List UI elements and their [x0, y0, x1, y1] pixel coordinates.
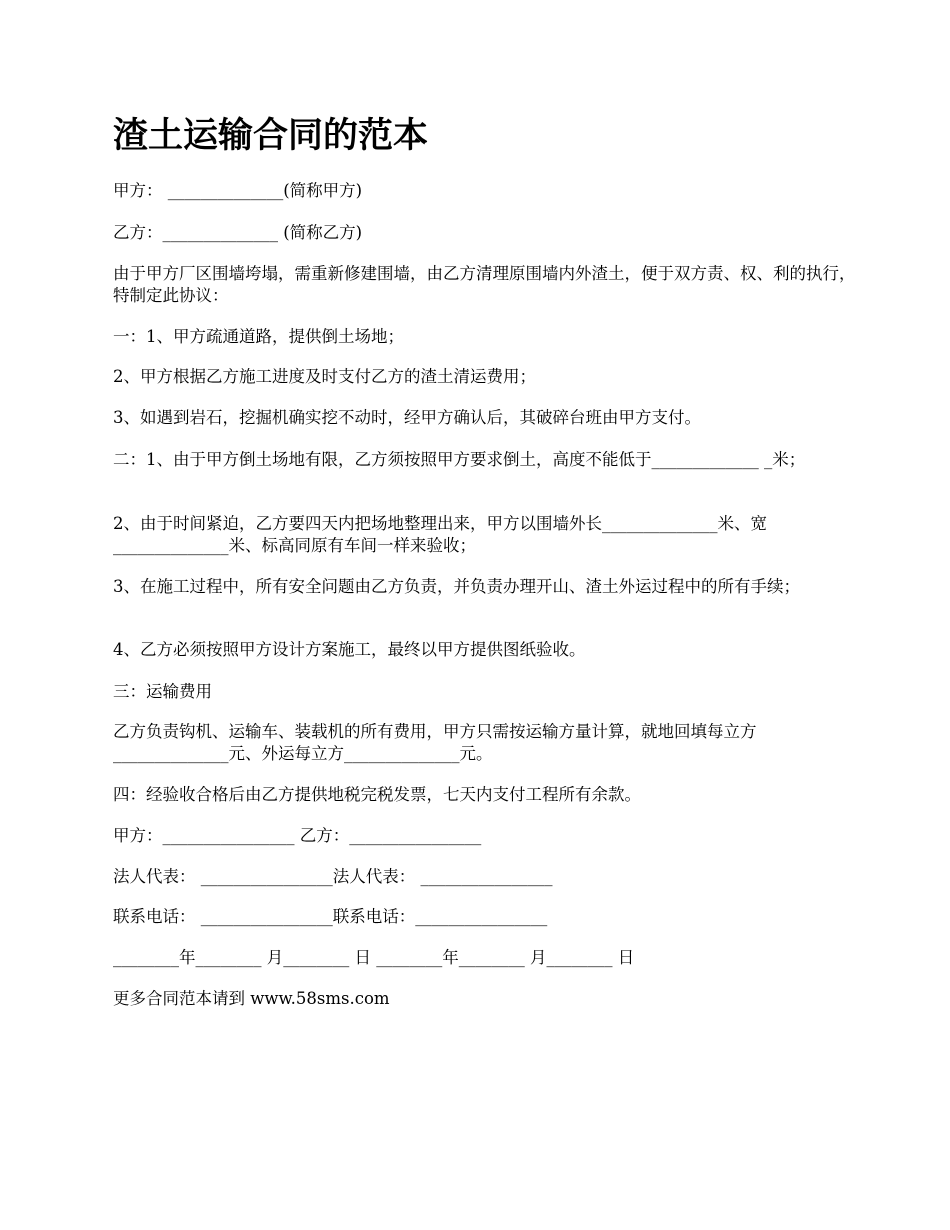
signature-party-line: 甲方：________________ 乙方：________________ — [113, 826, 482, 845]
document-title: 渣土运输合同的范本 — [113, 115, 429, 156]
clause-1-1: 一：1、甲方疏通道路，提供倒土场地； — [113, 327, 404, 346]
section-3-heading: 三：运输费用 — [113, 682, 212, 701]
party-b-line: 乙方：______________ (简称乙方) — [113, 223, 363, 242]
clause-2-3: 3、在施工过程中，所有安全问题由乙方负责，并负责办理开山、渣土外运过程中的所有手续； — [113, 577, 800, 596]
section-4-paragraph: 四：经验收合格后由乙方提供地税完税发票，七天内支付工程所有余款。 — [113, 785, 641, 804]
clause-1-2: 2、甲方根据乙方施工进度及时支付乙方的渣土清运费用； — [113, 367, 536, 386]
legal-representative-line: 法人代表： ________________法人代表： ________________ — [113, 867, 553, 886]
footer-website-line: 更多合同范本请到 www.58sms.com — [113, 989, 390, 1008]
clause-2-1: 二：1、由于甲方倒土场地有限，乙方须按照甲方要求倒土，高度不能低于_____________ _米； — [113, 450, 806, 469]
date-line: ________年________ 月________ 日 ________年________ 月________ 日 — [113, 948, 635, 967]
clause-1-3: 3、如遇到岩石，挖掘机确实挖不动时，经甲方确认后，其破碎台班由甲方支付。 — [113, 408, 701, 427]
contact-phone-line: 联系电话： ________________联系电话：________________ — [113, 907, 548, 926]
clause-2-2: 2、由于时间紧迫，乙方要四天内把场地整理出来，甲方以围墙外长______________米、宽______________米、标高同原有车间一样来验收； — [113, 514, 767, 555]
party-a-line: 甲方： ______________(简称甲方) — [113, 181, 363, 200]
transport-fee-paragraph: 乙方负责钩机、运输车、装载机的所有费用，甲方只需按运输方量计算，就地回填每立方______________元、外运每立方______________元。 — [113, 722, 757, 763]
clause-2-4: 4、乙方必须按照甲方设计方案施工，最终以甲方提供图纸验收。 — [113, 640, 586, 659]
preamble-paragraph: 由于甲方厂区围墙垮塌，需重新修建围墙，由乙方清理原围墙内外渣土，便于双方责、权、利的执行，特制定此协议： — [113, 264, 856, 305]
